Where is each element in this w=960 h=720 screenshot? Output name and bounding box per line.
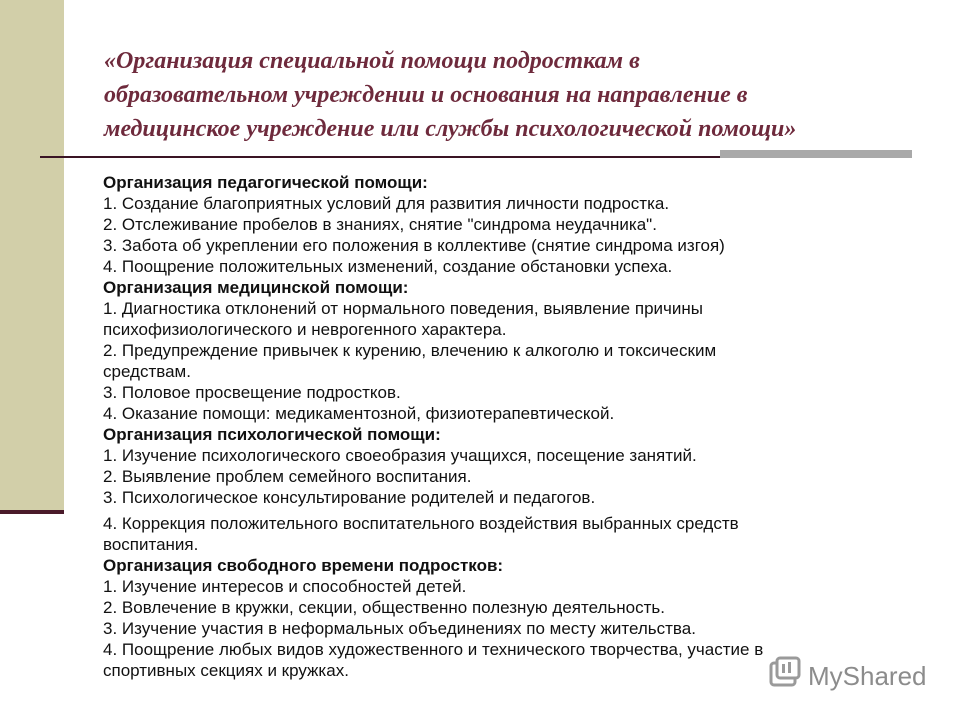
list-item: спортивных секциях и кружках.: [103, 661, 349, 680]
list-item: 3. Изучение участия в неформальных объединениях по месту жительства.: [103, 619, 696, 638]
slide-body: [103, 172, 943, 681]
myshared-logo-icon: [768, 656, 802, 697]
list-item: 4. Поощрение положительных изменений, создание обстановки успеха.: [103, 257, 673, 276]
left-decor-bar: [0, 0, 64, 512]
left-decor-rule: [0, 510, 64, 514]
title-line: медицинское учреждение или службы психологической помощи»: [104, 116, 797, 142]
list-item: 3. Психологическое консультирование родителей и педагогов.: [103, 488, 596, 507]
list-item: 2. Вовлечение в кружки, секции, общественно полезную деятельность.: [103, 598, 665, 617]
section-heading: Организация педагогической помощи:: [103, 173, 428, 192]
section-heading: Организация медицинской помощи:: [103, 278, 409, 297]
list-item: 1. Изучение интересов и способностей детей.: [103, 577, 467, 596]
list-item: психофизиологического и неврогенного характера.: [103, 320, 507, 339]
title-line: «Организация специальной помощи подросткам в: [104, 48, 640, 74]
section-pedagogical: [103, 172, 943, 277]
section-medical: [103, 277, 943, 424]
section-psychological: [103, 424, 943, 555]
section-heading: Организация психологической помощи:: [103, 425, 441, 444]
list-item: 2. Предупреждение привычек к курению, влечению к алкоголю и токсическим: [103, 341, 717, 360]
list-item: 4. Оказание помощи: медикаментозной, физиотерапевтической.: [103, 404, 615, 423]
list-item: 3. Половое просвещение подростков.: [103, 383, 401, 402]
watermark-text: MyShared: [808, 660, 927, 691]
watermark: [768, 656, 927, 696]
list-item: средствам.: [103, 362, 191, 381]
list-item: 2. Отслеживание пробелов в знаниях, снятие "синдрома неудачника".: [103, 215, 657, 234]
gray-accent-bar: [720, 150, 912, 158]
list-item: 4. Коррекция положительного воспитательного воздействия выбранных средств: [103, 514, 739, 533]
section-heading: Организация свободного времени подростков:: [103, 556, 504, 575]
list-item: 2. Выявление проблем семейного воспитания.: [103, 467, 472, 486]
list-item: 3. Забота об укреплении его положения в коллективе (снятие синдрома изгоя): [103, 236, 725, 255]
list-item: 1. Диагностика отклонений от нормального поведения, выявление причины: [103, 299, 703, 318]
slide-title: [104, 44, 924, 146]
list-item: 1. Изучение психологического своеобразия учащихся, посещение занятий.: [103, 446, 697, 465]
list-item: 4. Поощрение любых видов художественного и технического творчества, участие в: [103, 640, 764, 659]
title-line: образовательном учреждении и основания на направление в: [104, 82, 748, 108]
list-item: воспитания.: [103, 535, 199, 554]
list-item: 1. Создание благоприятных условий для развития личности подростка.: [103, 194, 670, 213]
